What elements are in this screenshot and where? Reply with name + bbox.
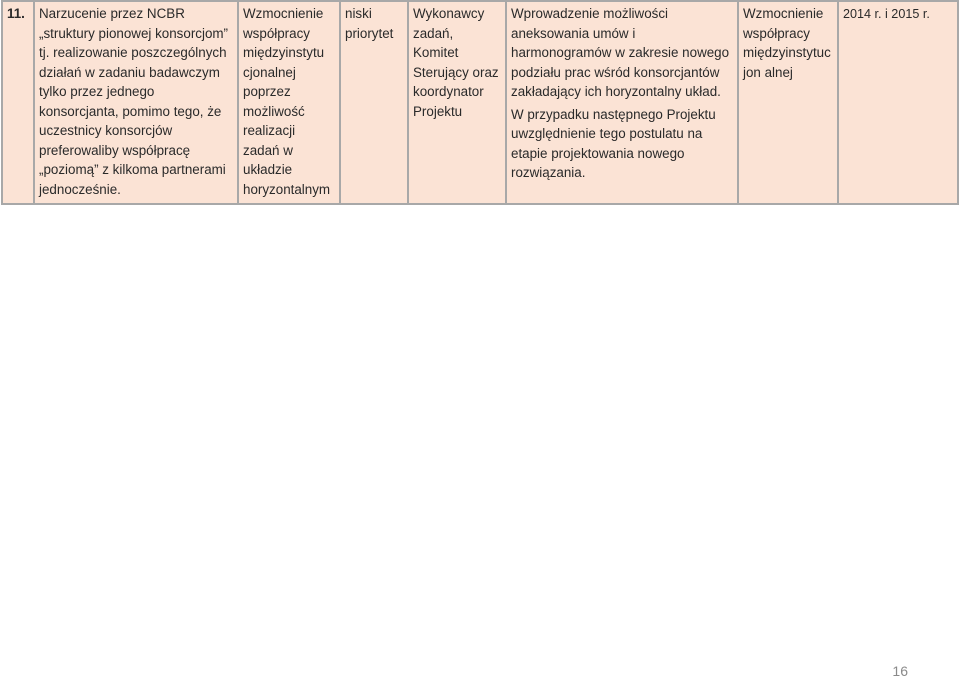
- problem-cell: [34, 1, 238, 204]
- problem-text: Narzucenie przez NCBR „struktury pionowej konsorcjom” tj. realizowanie poszczególnych działań w zadaniu badawczym tylko przez jednego konsorcjanta, pomimo tego, że uczestnicy konsorcjów preferowaliby współpracę „poziomą” z kilkoma partnerami jednocześnie.: [39, 6, 229, 197]
- timeline-cell: [838, 1, 958, 204]
- effect-text: Wzmocnienie współpracy międzyinstytucjon alnej: [743, 6, 831, 80]
- effect-cell: [738, 1, 838, 204]
- priority-cell: [340, 1, 408, 204]
- row-number: 11.: [7, 6, 25, 21]
- actions-cell: [506, 1, 738, 204]
- row-number-cell: [2, 1, 34, 204]
- action-item: Wprowadzenie możliwości aneksowania umów i harmonogramów w zakresie nowego podziału prac wśród konsorcjantów zakładający ich horyzontalny układ.: [511, 6, 730, 99]
- page-number: 16: [892, 663, 908, 679]
- recommendation-cell: [238, 1, 340, 204]
- action-item: W przypadku następnego Projektu uwzględnienie tego postulatu na etapie projektowania nowego rozwiązania.: [511, 106, 716, 180]
- priority-text: niski priorytet: [345, 6, 394, 41]
- table-row: [2, 1, 958, 204]
- recommendations-table: [1, 0, 959, 205]
- executors-cell: [408, 1, 506, 204]
- timeline-text: 2014 r. i 2015 r.: [843, 7, 930, 21]
- recommendation-text: Wzmocnienie współpracy międzyinstytu cjonalnej poprzez możliwość realizacji zadań w układzie horyzontalnym: [243, 6, 331, 197]
- executors-text: Wykonawcy zadań, Komitet Sterujący oraz koordynator Projektu: [413, 6, 499, 119]
